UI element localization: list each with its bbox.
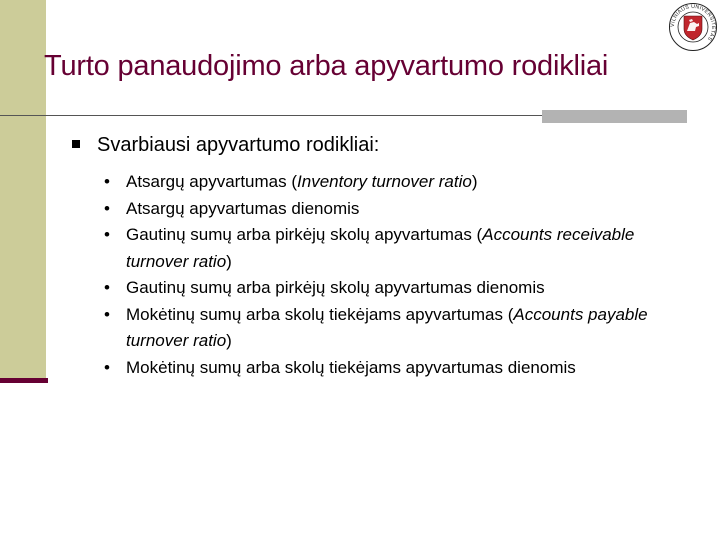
list-item-english-term: Accounts receivable turnover ratio: [126, 225, 635, 271]
list-item: [100, 196, 651, 223]
list-item-text: Mokėtinų sumų arba skolų tiekėjams apyvartumas dienomis: [126, 357, 576, 377]
list-item-text: Mokėtinų sumų arba skolų tiekėjams apyvartumas (: [126, 304, 514, 324]
slide-title: Turto panaudojimo arba apyvartumo rodikliai: [44, 50, 609, 82]
seal-lettering: VILNIAUS UNIVERSITETAS: [669, 3, 717, 42]
list-item-closing: ): [471, 172, 478, 191]
list-item-text: Atsargų apyvartumas dienomis: [126, 198, 360, 218]
list-item-text: Gautinų sumų arba pirkėjų skolų apyvartumas (: [126, 225, 483, 244]
university-seal-icon: [668, 2, 718, 52]
left-accent-bar: [0, 0, 46, 381]
bullet-dot-icon: •: [104, 278, 110, 297]
list-item-text: Atsargų apyvartumas (: [126, 172, 298, 191]
list-item: [100, 222, 651, 275]
list-item: [100, 302, 651, 355]
section-heading: [70, 132, 690, 158]
bullet-dot-icon: •: [104, 357, 110, 377]
bullet-dot-icon: •: [104, 304, 110, 324]
list-item: [100, 275, 651, 302]
list-item: [100, 355, 651, 382]
bullet-dot-icon: •: [104, 225, 110, 244]
list-item-closing: ): [226, 331, 232, 350]
left-accent-bar-cap: [0, 378, 48, 383]
university-seal-graphic: [668, 2, 718, 52]
list-item-english-term: Inventory turnover ratio: [297, 172, 472, 191]
square-bullet-icon: [72, 140, 80, 148]
list-item-text: Gautinų sumų arba pirkėjų skolų apyvartumas dienomis: [126, 278, 545, 297]
list-item-english-term: Accounts payable turnover ratio: [126, 304, 648, 350]
list-item: [100, 169, 651, 196]
title-divider-block: [542, 110, 687, 123]
list-item-closing: ): [226, 251, 232, 271]
bullet-dot-icon: •: [104, 172, 110, 191]
title-divider: [0, 115, 542, 116]
section-heading-text: Svarbiausi apyvartumo rodikliai:: [97, 134, 380, 156]
ratio-list: [100, 169, 690, 381]
slide-content: [70, 132, 690, 381]
bullet-dot-icon: •: [104, 198, 110, 218]
